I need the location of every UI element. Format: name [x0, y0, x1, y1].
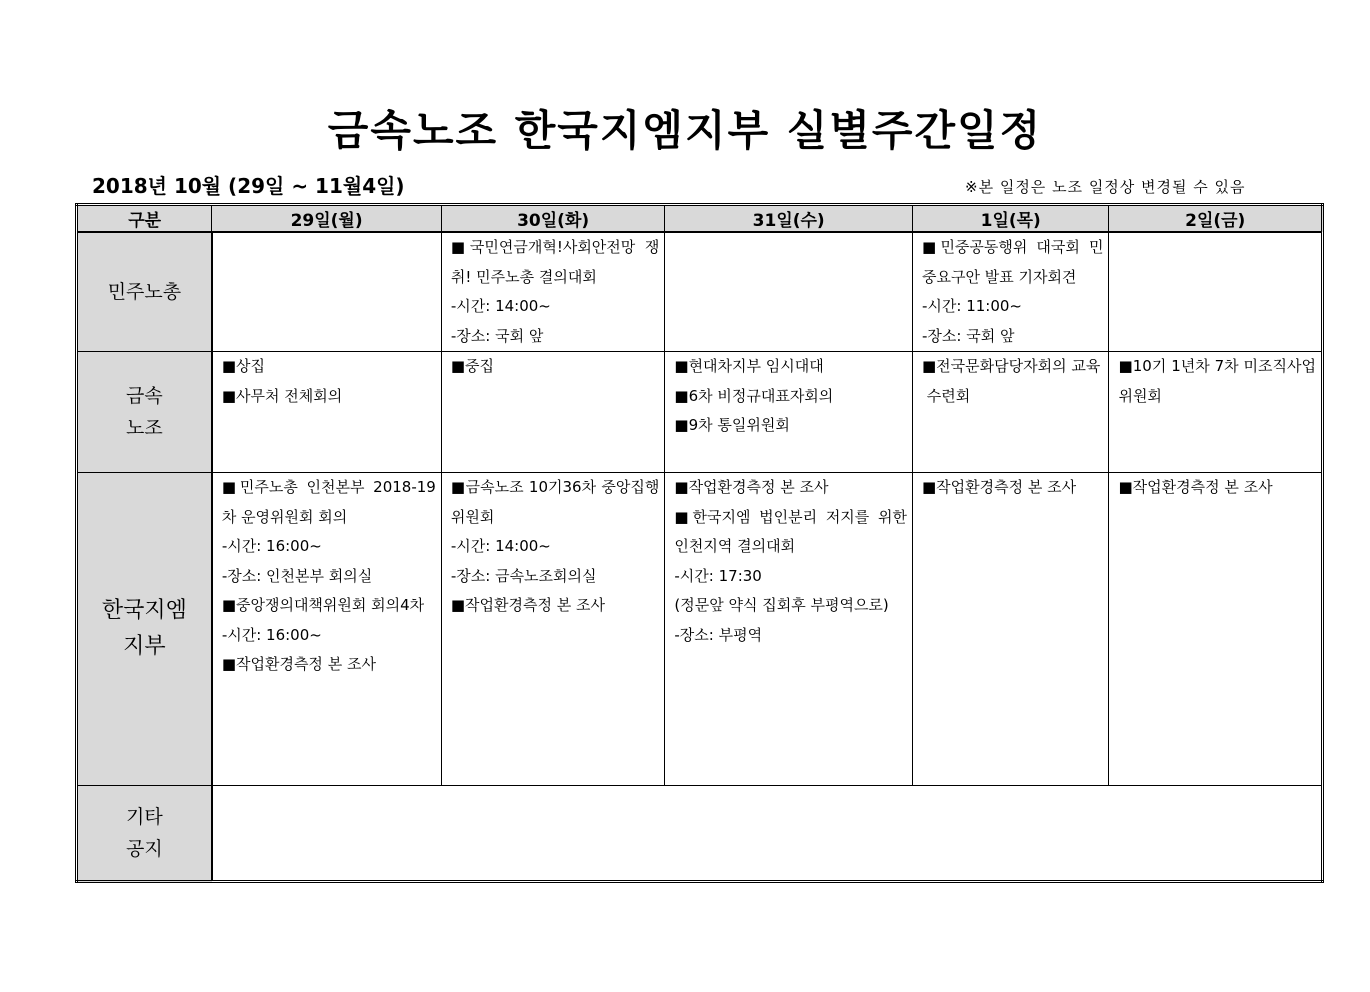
schedule-entry: ■금속노조 10기36차 중앙집행위원회 — [450, 478, 660, 526]
schedule-entry: -장소: 부평역 — [674, 625, 763, 644]
notice-cell — [212, 786, 1323, 882]
row-label-line: 지부 — [123, 634, 166, 659]
header-day-thu: 1일(목) — [912, 205, 1108, 233]
row-label-line: 한국지엠 — [101, 598, 187, 623]
row-label-line: 민주노총 — [107, 281, 182, 303]
schedule-entry: ■작업환경측정 본 조사 — [674, 478, 829, 496]
change-notice: ※본 일정은 노조 일정상 변경될 수 있음 — [965, 178, 1246, 196]
schedule-cell — [1109, 473, 1323, 786]
schedule-entry: -시간: 14:00~ — [450, 297, 551, 315]
schedule-cell — [665, 473, 913, 786]
schedule-cell — [212, 232, 442, 352]
schedule-entry: ■10기 1년차 7차 미조직사업위원회 — [1118, 357, 1316, 405]
row-label-other-notices — [77, 786, 212, 882]
table-row-kmwu — [77, 352, 1323, 473]
header-day-fri: 2일(금) — [1109, 205, 1323, 233]
row-label-line: 공지 — [126, 838, 163, 860]
schedule-entry: -시간: 16:00~ — [221, 625, 322, 644]
schedule-entry: 수련회 — [921, 386, 971, 405]
schedule-cell — [441, 232, 665, 352]
schedule-cell — [665, 352, 913, 473]
page-title: 금속노조 한국지엠지부 실별주간일정 — [327, 106, 1043, 155]
schedule-entry: ■6차 비정규대표자회의 — [674, 386, 834, 405]
table-row-kctu — [77, 232, 1323, 352]
schedule-entry: -장소: 금속노조회의실 — [450, 566, 597, 585]
schedule-entry: ■전국문화담당자회의 교육 — [921, 357, 1101, 375]
schedule-entry: -시간: 14:00~ — [450, 537, 551, 555]
row-label-gm-korea — [77, 473, 212, 786]
header-day-mon: 29일(월) — [212, 205, 442, 233]
row-label-line: 노조 — [126, 417, 163, 439]
schedule-entry: ■중집 — [450, 357, 495, 375]
schedule-cell — [212, 352, 442, 473]
schedule-entry: ■9차 통일위원회 — [674, 416, 790, 434]
table-row-gm-korea — [77, 473, 1323, 786]
header-day-tue: 30일(화) — [441, 205, 665, 233]
schedule-entry: ■작업환경측정 본 조사 — [450, 596, 605, 614]
row-label-line: 금속 — [126, 385, 163, 407]
row-label-line: 기타 — [126, 806, 163, 828]
schedule-entry: ■작업환경측정 본 조사 — [921, 478, 1077, 496]
schedule-cell — [912, 232, 1108, 352]
schedule-entry: ■국민연금개혁!사회안전망 쟁취! 민주노총 결의대회 — [450, 238, 660, 286]
schedule-entry: -시간: 16:00~ — [221, 537, 322, 555]
schedule-period: 2018년 10월 (29일 ~ 11월4일) — [92, 174, 405, 198]
header-day-wed: 31일(수) — [665, 205, 913, 233]
table-row-other-notices — [77, 786, 1323, 882]
schedule-entry: ■민중공동행위 대국회 민중요구안 발표 기자회견 — [921, 238, 1104, 286]
weekly-schedule-table — [75, 203, 1324, 883]
schedule-entry: -장소: 국회 앞 — [450, 326, 544, 345]
schedule-cell — [665, 232, 913, 352]
row-label-kctu — [77, 232, 212, 352]
schedule-entry: (정문앞 약식 집회후 부평역으로) — [674, 596, 889, 614]
schedule-cell — [1109, 352, 1323, 473]
header-category: 구분 — [77, 205, 212, 233]
schedule-entry: ■민주노총 인천본부 2018-19차 운영위원회 회의 — [221, 478, 436, 526]
schedule-entry: ■사무처 전체회의 — [221, 386, 343, 405]
schedule-cell — [441, 473, 665, 786]
schedule-entry: ■중앙쟁의대책위원회 회의4차 — [221, 596, 425, 614]
row-label-kmwu — [77, 352, 212, 473]
schedule-cell — [912, 352, 1108, 473]
schedule-entry: ■작업환경측정 본 조사 — [221, 655, 376, 673]
schedule-entry: -장소: 국회 앞 — [921, 326, 1015, 345]
schedule-cell — [912, 473, 1108, 786]
schedule-cell — [441, 352, 665, 473]
schedule-entry: -시간: 11:00~ — [921, 297, 1022, 315]
schedule-cell — [212, 473, 442, 786]
schedule-entry: -시간: 17:30 — [674, 566, 762, 585]
schedule-entry: -장소: 인천본부 회의실 — [221, 566, 373, 585]
schedule-entry: ■작업환경측정 본 조사 — [1118, 478, 1273, 496]
schedule-entry: ■현대차지부 임시대대 — [674, 357, 824, 375]
schedule-entry: ■한국지엠 법인분리 저지를 위한 인천지역 결의대회 — [674, 507, 907, 555]
schedule-cell — [1109, 232, 1323, 352]
schedule-entry: ■상집 — [221, 357, 265, 375]
